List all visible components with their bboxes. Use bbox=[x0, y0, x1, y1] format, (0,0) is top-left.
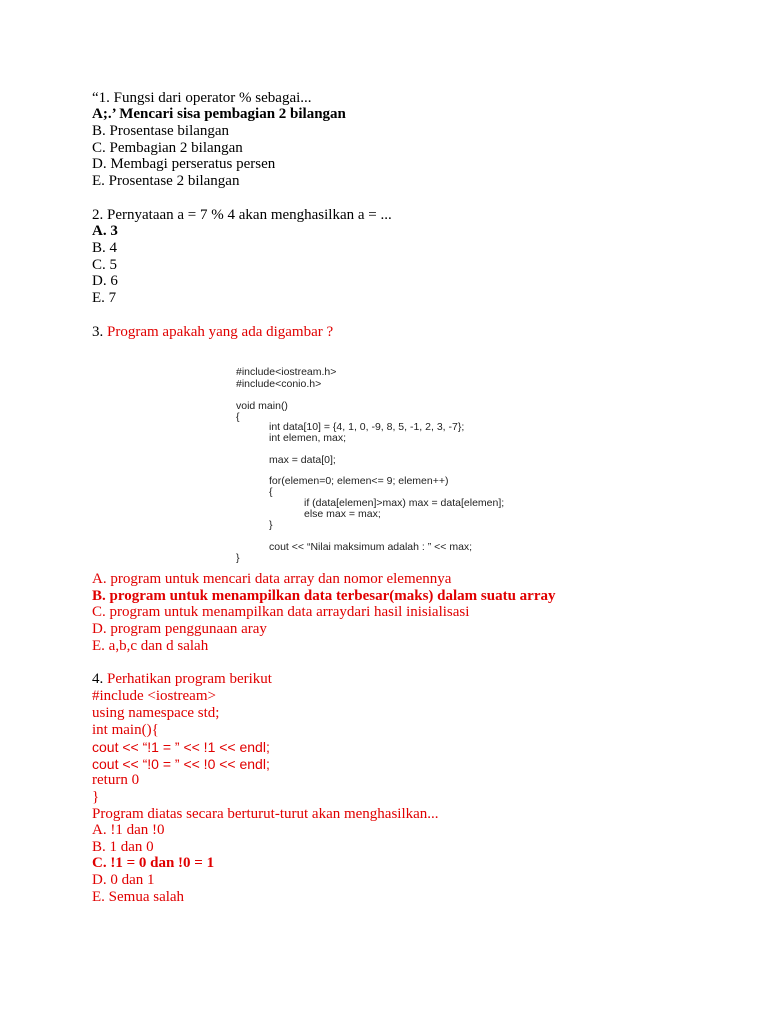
code-line: } bbox=[236, 552, 240, 564]
code-line: int data[10] = {4, 1, 0, -9, 8, 5, -1, 2, 3, -7}; bbox=[269, 421, 465, 433]
q4-number: 4. bbox=[92, 671, 107, 687]
q3-option-c: C. program untuk menampilkan data arraydari hasil inisialisasi bbox=[92, 604, 470, 620]
q3-heading bbox=[92, 324, 333, 341]
q3-question: Program apakah yang ada digambar ? bbox=[107, 324, 334, 340]
code-line: max = data[0]; bbox=[269, 454, 336, 466]
q1-option-d: D. Membagi perseratus persen bbox=[92, 156, 276, 172]
q3-option-b: B. program untuk menampilkan data terbesar(maks) dalam suatu array bbox=[92, 588, 556, 604]
q4-option-a: A. !1 dan !0 bbox=[92, 822, 165, 838]
q4-code-line: cout << “!1 = ” << !1 << endl; bbox=[92, 739, 270, 755]
code-line: #include<conio.h> bbox=[236, 378, 322, 390]
code-line: { bbox=[269, 486, 273, 498]
q4-option-b: B. 1 dan 0 bbox=[92, 839, 154, 855]
q3-number: 3. bbox=[92, 324, 107, 340]
q2-option-b: B. 4 bbox=[92, 240, 118, 256]
q1-option-e: E. Prosentase 2 bilangan bbox=[92, 173, 240, 189]
q1-option-c: C. Pembagian 2 bilangan bbox=[92, 140, 243, 156]
code-line: int elemen, max; bbox=[269, 432, 347, 444]
q2-option-c: C. 5 bbox=[92, 257, 118, 273]
q4-code-line: #include <iostream> bbox=[92, 688, 216, 704]
q3-code-image bbox=[232, 362, 542, 566]
q4-code-line: return 0 bbox=[92, 772, 140, 788]
code-line: #include<iostream.h> bbox=[236, 366, 337, 378]
code-line: void main() bbox=[236, 400, 288, 412]
q1-option-a: A;.’ Mencari sisa pembagian 2 bilangan bbox=[92, 106, 346, 122]
code-line: } bbox=[269, 519, 273, 531]
q4-question: Perhatikan program berikut bbox=[107, 671, 272, 687]
q1-question: “1. Fungsi dari operator % sebagai... bbox=[92, 90, 312, 106]
code-line: { bbox=[236, 411, 240, 423]
q4-option-e: E. Semua salah bbox=[92, 889, 185, 905]
q1-option-b: B. Prosentase bilangan bbox=[92, 123, 230, 139]
code-line: if (data[elemen]>max) max = data[elemen]; bbox=[304, 497, 505, 509]
code-line: else max = max; bbox=[304, 508, 381, 520]
q4-prompt: Program diatas secara berturut-turut akan menghasilkan... bbox=[92, 806, 439, 822]
code-line: cout << “Nilai maksimum adalah : ” << max; bbox=[269, 541, 473, 553]
q2-option-a: A. 3 bbox=[92, 223, 118, 239]
q4-code-line: int main(){ bbox=[92, 722, 159, 738]
q4-option-d: D. 0 dan 1 bbox=[92, 872, 155, 888]
q4-heading bbox=[92, 671, 272, 688]
q2-option-d: D. 6 bbox=[92, 273, 118, 289]
q4-code-line: } bbox=[92, 789, 100, 805]
code-line: for(elemen=0; elemen<= 9; elemen++) bbox=[269, 475, 449, 487]
q3-option-e: E. a,b,c dan d salah bbox=[92, 638, 209, 654]
q4-code-line: cout << “!0 = ” << !0 << endl; bbox=[92, 756, 270, 772]
q3-option-a: A. program untuk mencari data array dan nomor elemennya bbox=[92, 571, 452, 587]
q2-question: 2. Pernyataan a = 7 % 4 akan menghasilkan a = ... bbox=[92, 207, 392, 223]
q3-option-d: D. program penggunaan aray bbox=[92, 621, 267, 637]
q4-option-c: C. !1 = 0 dan !0 = 1 bbox=[92, 855, 215, 871]
q4-code-line: using namespace std; bbox=[92, 705, 220, 721]
q2-option-e: E. 7 bbox=[92, 290, 117, 306]
